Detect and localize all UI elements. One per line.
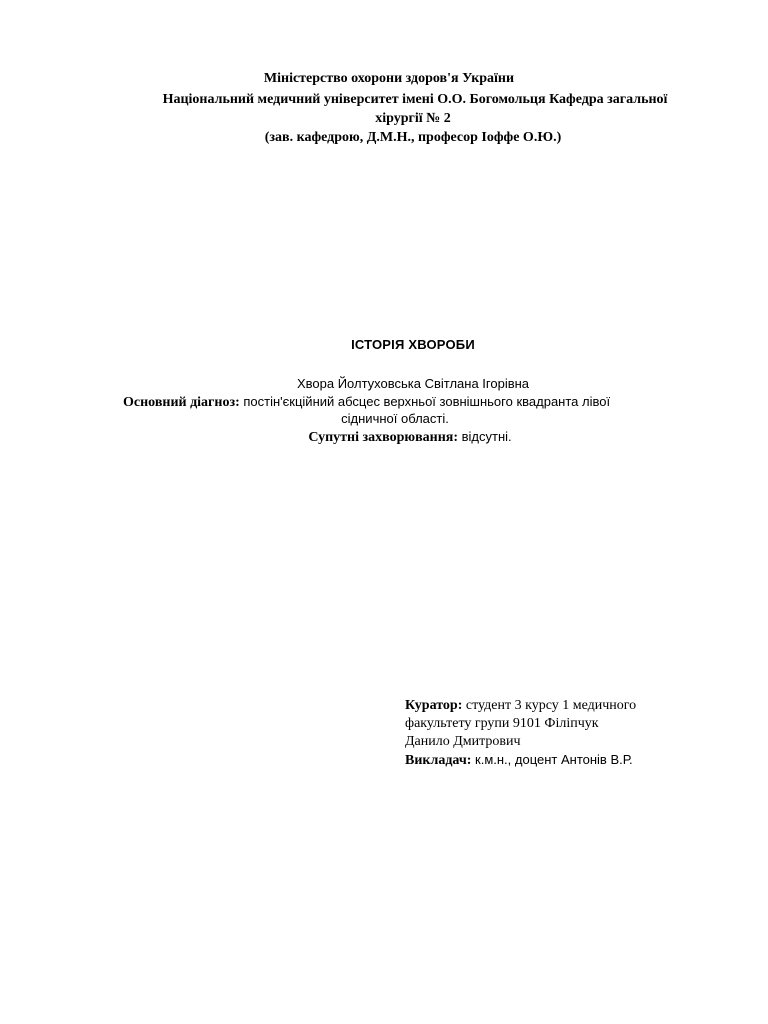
department-head-heading: (зав. кафедрою, Д.М.Н., професор Іоффе О.Ю.) (264, 130, 562, 145)
diagnosis-label: Основний діагноз: (123, 395, 240, 410)
comorbidities-line (0, 427, 768, 447)
department-heading: хірургії № 2 (375, 111, 451, 126)
teacher-label: Викладач: (405, 753, 472, 768)
document-title: ІСТОРІЯ ХВОРОБИ (351, 337, 475, 352)
comorbidities-label: Супутні захворювання: (308, 430, 459, 445)
patient-name: Хвора Йолтуховська Світлана Ігорівна (296, 376, 530, 391)
ministry-heading: Міністерство охорони здоров'я України (263, 71, 515, 86)
curator-text: студент 3 курсу 1 медичного (462, 698, 637, 713)
comorbidities-value: відсутні. (458, 429, 512, 444)
diagnosis-text: постін'єкційний абсцес верхньої зовнішнього квадранта лівої (239, 394, 611, 409)
curator-line (405, 696, 636, 715)
teacher-value: к.м.н., доцент Антонів В.Р. (471, 752, 633, 767)
curator-name: Данило Дмитрович (405, 734, 521, 749)
diagnosis-text-continued: сідничної області. (341, 411, 449, 426)
teacher-line (405, 750, 633, 770)
university-heading: Національний медичний університет імені О.О. Богомольця Кафедра загальної (162, 92, 668, 107)
curator-text-continued: факультету групи 9101 Філіпчук (405, 716, 599, 731)
curator-label: Куратор: (405, 698, 463, 713)
